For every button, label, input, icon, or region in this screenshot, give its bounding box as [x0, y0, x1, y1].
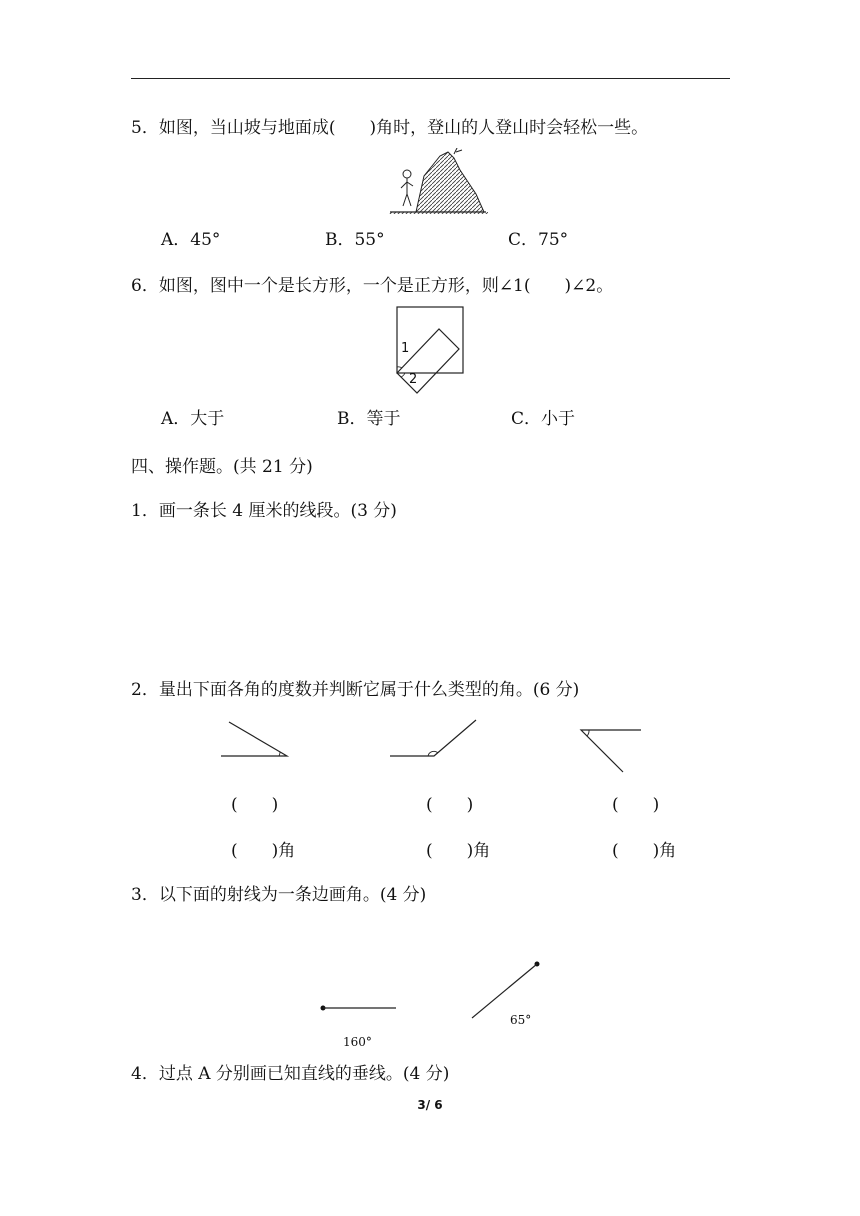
problem-2-text: 2．量出下面各角的度数并判断它属于什么类型的角。(6 分) [131, 680, 580, 700]
angle-figure-2 [386, 716, 482, 764]
angle-2-degree-blank: ( ) [426, 795, 474, 815]
angle-1-type-blank: ( )角 [231, 841, 296, 861]
ray-figure-65 [466, 958, 546, 1022]
ray-figure-160 [316, 998, 400, 1018]
mountain-climber-figure [388, 148, 488, 214]
q6-option-c: C．小于 [511, 409, 576, 429]
angle-3-degree-blank: ( ) [612, 795, 660, 815]
q6-option-a: A．大于 [161, 409, 225, 429]
header-rule [131, 78, 730, 79]
q5-option-b: B．55° [325, 230, 385, 250]
q5-option-a: A．45° [161, 230, 221, 250]
question-5-text: 5．如图，当山坡与地面成( )角时，登山的人登山时会轻松一些。 [131, 118, 649, 138]
problem-1-text: 1．画一条长 4 厘米的线段。(3 分) [131, 501, 397, 521]
angle-label-2: 2 [409, 372, 418, 387]
angle-figure-3 [575, 722, 647, 778]
angle-3-type-blank: ( )角 [612, 841, 677, 861]
page-number: 3/ 6 [417, 1098, 443, 1112]
angle-1-degree-blank: ( ) [231, 795, 279, 815]
problem-3-text: 3．以下面的射线为一条边画角。(4 分) [131, 885, 427, 905]
question-6-text: 6．如图，图中一个是长方形，一个是正方形，则∠1( )∠2。 [131, 276, 614, 296]
angle-label-65: 65° [510, 1013, 532, 1027]
q5-option-c: C．75° [508, 230, 569, 250]
problem-4-text: 4．过点 A 分别画已知直线的垂线。(4 分) [131, 1064, 450, 1084]
angle-2-type-blank: ( )角 [426, 841, 491, 861]
q6-option-b: B．等于 [337, 409, 401, 429]
angle-figure-1 [215, 716, 295, 764]
section-4-title: 四、操作题。(共 21 分) [131, 457, 313, 477]
angle-label-160: 160° [343, 1035, 372, 1049]
angle-label-1: 1 [401, 341, 410, 356]
